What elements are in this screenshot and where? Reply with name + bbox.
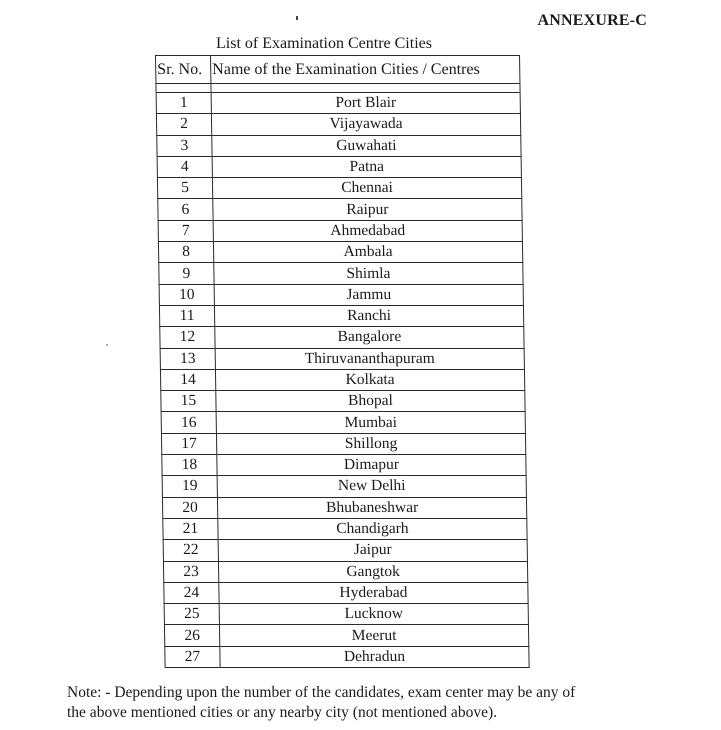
sr-no-cell: 24 [164, 582, 219, 603]
sr-no-cell: 26 [164, 625, 219, 646]
sr-no-cell: 6 [158, 199, 213, 220]
city-name-cell: New Delhi [217, 476, 526, 497]
table-row [163, 518, 527, 539]
table-row [164, 625, 528, 646]
table-row [161, 412, 525, 433]
city-name-cell: Thiruvananthapuram [215, 348, 524, 369]
sr-no-cell: 1 [156, 93, 211, 114]
sr-no-cell: 27 [165, 646, 220, 667]
sr-no-cell: 10 [159, 284, 214, 305]
city-name-cell: Dehradun [220, 646, 529, 667]
city-name-cell: Chandigarh [218, 518, 527, 539]
table-body [156, 84, 529, 668]
city-name-cell: Kolkata [215, 369, 524, 390]
note-line-2: the above mentioned cities or any nearby city (not mentioned above). [67, 704, 497, 721]
sr-no-cell: 4 [157, 156, 212, 177]
sr-no-cell: 2 [156, 114, 211, 135]
scan-speck [106, 344, 108, 346]
note [67, 683, 667, 723]
city-name-cell: Guwahati [212, 135, 521, 156]
sr-no-cell: 3 [157, 135, 212, 156]
city-name-cell: Ahmedabad [213, 220, 522, 241]
city-name-cell: Vijayawada [211, 114, 520, 135]
sr-no-cell: 23 [163, 561, 218, 582]
sr-no-cell: 21 [163, 518, 218, 539]
city-name-cell: Shimla [214, 263, 523, 284]
table-row [161, 433, 525, 454]
city-name-cell: Meerut [219, 625, 528, 646]
city-name-cell: Mumbai [216, 412, 525, 433]
sr-no-cell: 20 [162, 497, 217, 518]
table-row [159, 263, 523, 284]
table-row [156, 114, 520, 135]
table-row [164, 582, 528, 603]
sr-no-cell: 15 [161, 391, 216, 412]
table-row [158, 242, 522, 263]
sr-no-cell: 17 [161, 433, 216, 454]
city-name-cell: Bhubaneshwar [217, 497, 526, 518]
note-line-1: Note: - Depending upon the number of the candidates, exam center may be any of [67, 684, 576, 701]
header-sr-no: Sr. No. [156, 56, 211, 84]
annexure-label: ANNEXURE-C [537, 12, 647, 29]
city-name-cell: Ambala [213, 242, 522, 263]
table-row [160, 369, 524, 390]
table-row [159, 284, 523, 305]
table-header-row [156, 56, 520, 84]
city-name-cell: Gangtok [218, 561, 527, 582]
city-name-cell: Ranchi [214, 305, 523, 326]
sr-no-cell: 5 [157, 178, 212, 199]
sr-no-cell: 13 [160, 348, 215, 369]
table-row [163, 561, 527, 582]
table-spacer-row [156, 84, 520, 93]
table-row [163, 540, 527, 561]
sr-no-cell: 8 [158, 242, 213, 263]
city-name-cell: Hyderabad [219, 582, 528, 603]
table-row [162, 497, 526, 518]
city-name-cell: Port Blair [211, 93, 520, 114]
table-row [161, 391, 525, 412]
header-city-name: Name of the Examination Cities / Centres [211, 56, 520, 84]
city-name-cell: Bangalore [215, 327, 524, 348]
city-name-cell: Chennai [212, 178, 521, 199]
table-row [157, 156, 521, 177]
table-row [162, 455, 526, 476]
city-name-cell: Dimapur [217, 455, 526, 476]
scan-speck [296, 16, 298, 20]
sr-no-cell: 19 [162, 476, 217, 497]
city-name-cell: Jaipur [218, 540, 527, 561]
table-row [160, 348, 524, 369]
city-name-cell: Jammu [214, 284, 523, 305]
city-name-cell: Shillong [216, 433, 525, 454]
table-row [165, 646, 529, 667]
sr-no-cell: 18 [162, 455, 217, 476]
table-row [158, 220, 522, 241]
table-row [157, 135, 521, 156]
table-row [159, 305, 523, 326]
sr-no-cell: 14 [160, 369, 215, 390]
city-name-cell: Lucknow [219, 604, 528, 625]
table-row [156, 93, 520, 114]
table-row [157, 178, 521, 199]
table-row [158, 199, 522, 220]
city-name-cell: Bhopal [216, 391, 525, 412]
sr-no-cell: 12 [160, 327, 215, 348]
sr-no-cell: 25 [164, 604, 219, 625]
city-name-cell: Raipur [213, 199, 522, 220]
sr-no-cell: 7 [158, 220, 213, 241]
sr-no-cell: 9 [159, 263, 214, 284]
sr-no-cell: 22 [163, 540, 218, 561]
centres-table [155, 55, 530, 668]
table-row [162, 476, 526, 497]
table-row [160, 327, 524, 348]
list-title: List of Examination Centre Cities [216, 35, 432, 52]
city-name-cell: Patna [212, 156, 521, 177]
table-row [164, 604, 528, 625]
sr-no-cell: 16 [161, 412, 216, 433]
sr-no-cell: 11 [159, 305, 214, 326]
